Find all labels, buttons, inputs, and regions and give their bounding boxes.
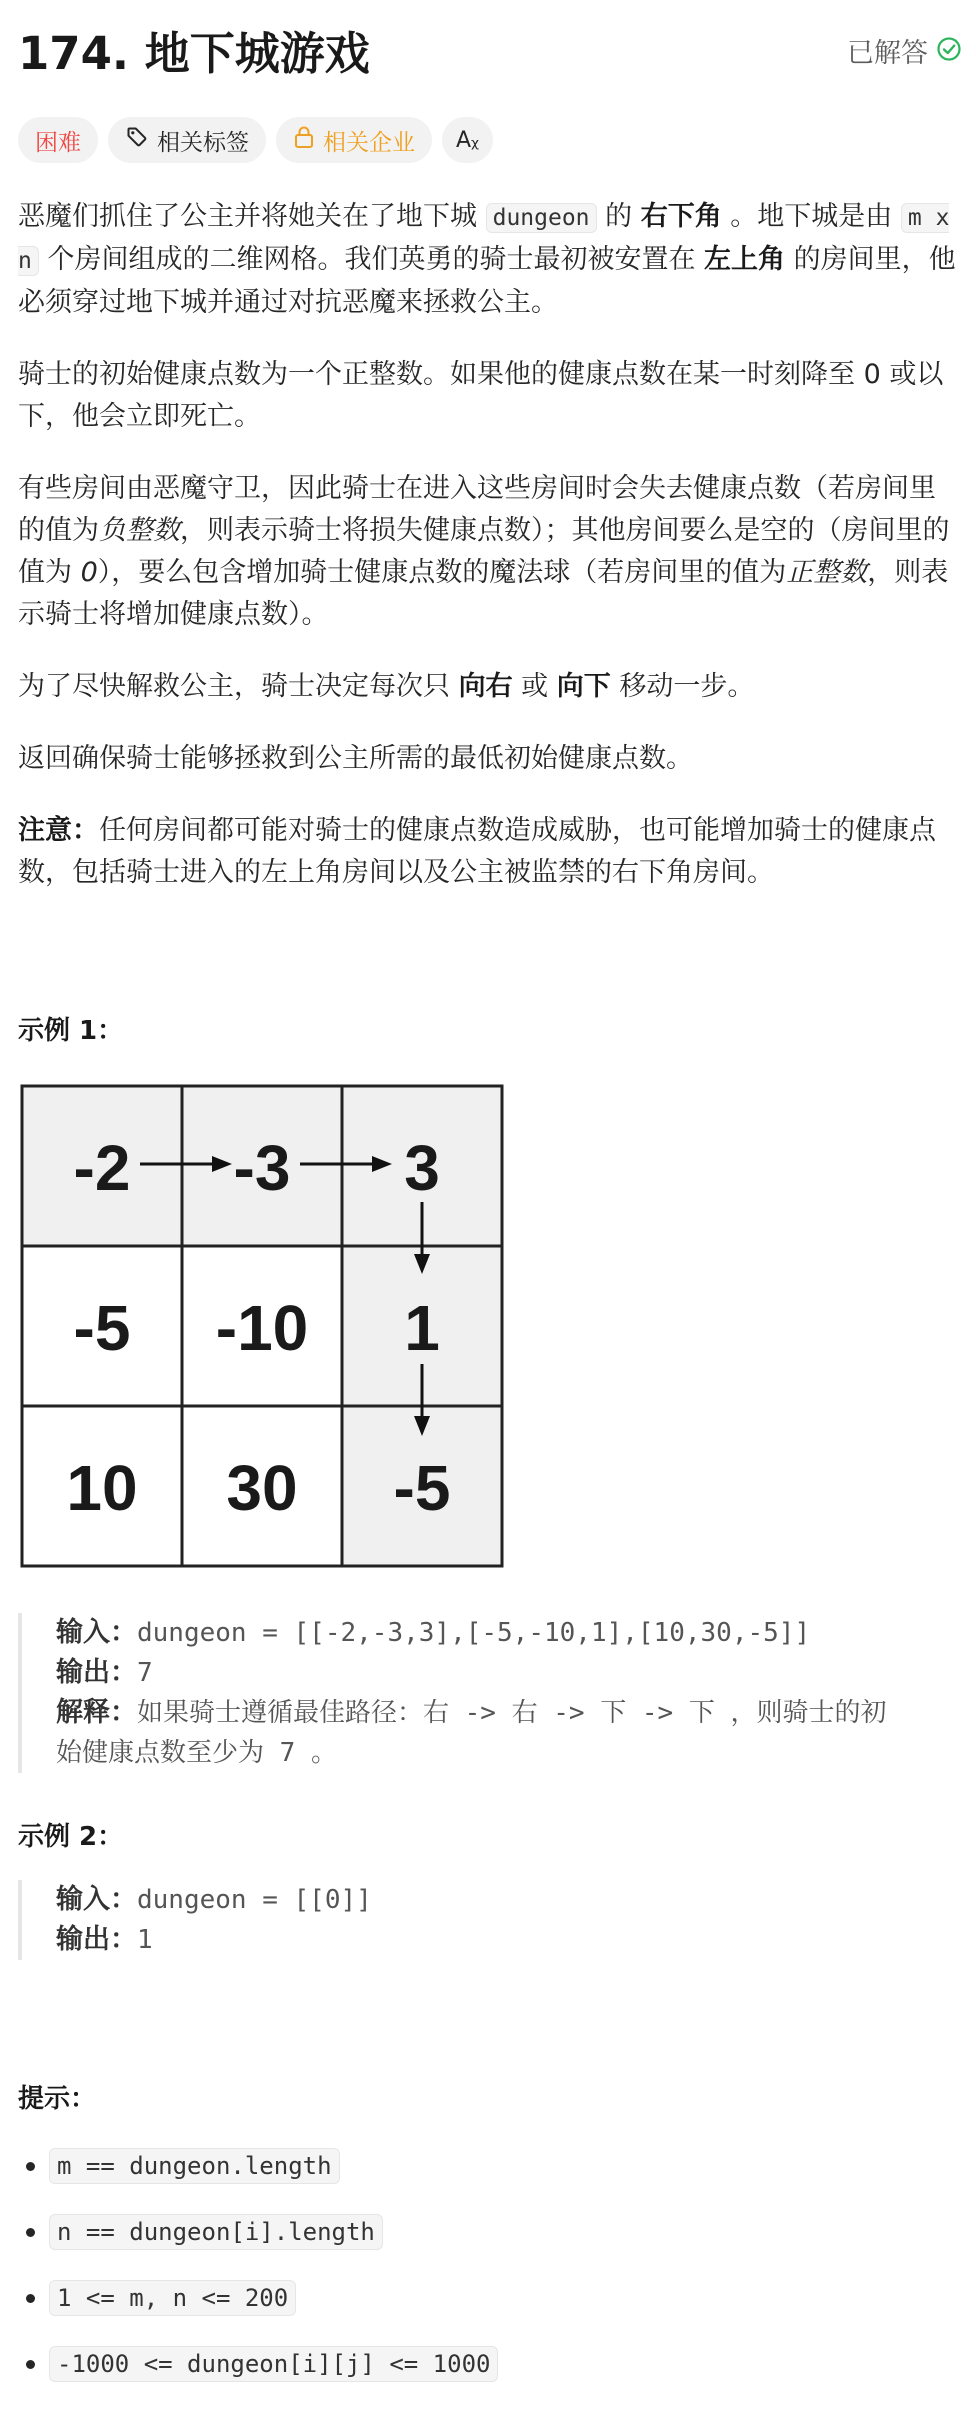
- constraint-item: m == dungeon.length: [18, 2148, 340, 2184]
- example-1-explain-1: 如果骑士遵循最佳路径：右 -> 右 -> 下 -> 下 ，则骑士的初: [137, 1698, 887, 1728]
- difficulty-tag[interactable]: [18, 117, 98, 163]
- constraint-item: -1000 <= dungeon[i][j] <= 1000: [18, 2346, 498, 2382]
- example-1-explain-line-2: [56, 1733, 956, 1773]
- constraint-item: 1 <= m, n <= 200: [18, 2280, 296, 2316]
- explain-label: 解释：: [56, 1697, 137, 1728]
- desc-paragraph-3: 有些房间由恶魔守卫，因此骑士在进入这些房间时会失去健康点数（若房间里的值为负整数，则表示骑士将损失健康点数）；其他房间要么是空的（房间里的值为 0），要么包含增加骑士健康点数的魔法球（若房间里的值为正整数，则表示骑士将增加健康点数）。: [18, 473, 950, 630]
- solved-label: 已解答: [847, 38, 928, 69]
- problem-header: [18, 22, 962, 86]
- example-2-input: dungeon = [[0]]: [137, 1885, 372, 1915]
- inline-code-dungeon: dungeon: [486, 203, 597, 233]
- example-2-title: 示例 2：: [18, 1822, 124, 1852]
- constraint-item: n == dungeon[i].length: [18, 2214, 383, 2250]
- topics-tag-button[interactable]: [108, 117, 266, 163]
- grid-cell-value: 30: [226, 1452, 298, 1524]
- example-1-output-line: [56, 1653, 956, 1693]
- example-1-input-line: [56, 1613, 956, 1653]
- input-label: 输入：: [56, 1884, 137, 1915]
- desc-paragraph-1: 恶魔们抓住了公主并将她关在了地下城 dungeon 的 右下角 。地下城是由 m x n 个房间组成的二维网格。我们英勇的骑士最初被安置在 左上角 的房间里，他必须穿过地下城并通过对抗恶魔来拯救公主。: [18, 201, 956, 318]
- desc-paragraph-5: 返回确保骑士能够拯救到公主所需的最低初始健康点数。: [18, 743, 693, 774]
- lock-icon: [293, 125, 315, 155]
- grid-cell-value: 3: [404, 1132, 440, 1204]
- translate-button[interactable]: [442, 117, 493, 163]
- companies-tag-button[interactable]: [276, 117, 432, 163]
- problem-title[interactable]: 174. 地下城游戏: [18, 27, 370, 80]
- example-2-output: 1: [137, 1925, 153, 1955]
- constraints-title: 提示：: [18, 2084, 97, 2114]
- output-label: 输出：: [56, 1924, 137, 1955]
- check-circle-icon: [936, 36, 962, 72]
- example-1-explain-2: 始健康点数至少为 7 。: [56, 1738, 337, 1768]
- tag-icon: [125, 125, 149, 155]
- dungeon-grid-image: [18, 1082, 506, 1570]
- desc-paragraph-2: 骑士的初始健康点数为一个正整数。如果他的健康点数在某一时刻降至 0 或以下，他会立即死亡。: [18, 359, 944, 432]
- example-1-explain-line: [56, 1693, 956, 1733]
- translate-icon: Aᵪ: [456, 127, 480, 153]
- example-2-output-line: [56, 1920, 956, 1960]
- example-2-io: [18, 1880, 956, 1960]
- example-1-title: 示例 1：: [18, 1016, 124, 1046]
- problem-description: [18, 196, 958, 924]
- output-label: 输出：: [56, 1657, 137, 1688]
- companies-label: 相关企业: [323, 129, 415, 156]
- grid-cell-value: -2: [73, 1132, 131, 1204]
- grid-cell-value: 1: [404, 1292, 440, 1364]
- grid-cell-value: -5: [393, 1452, 451, 1524]
- desc-paragraph-6: 注意：任何房间都可能对骑士的健康点数造成威胁，也可能增加骑士的健康点数，包括骑士进入的左上角房间以及公主被监禁的右下角房间。: [18, 815, 936, 888]
- tag-row: [18, 117, 493, 163]
- grid-cell-value: -10: [215, 1292, 309, 1364]
- example-2-input-line: [56, 1880, 956, 1920]
- solved-status: [847, 36, 962, 72]
- desc-paragraph-4: 为了尽快解救公主，骑士决定每次只 向右 或 向下 移动一步。: [18, 671, 755, 702]
- input-label: 输入：: [56, 1617, 137, 1648]
- grid-cell-value: -3: [233, 1132, 291, 1204]
- difficulty-label: 困难: [35, 129, 81, 156]
- inline-code-mxn: m x n: [18, 205, 950, 274]
- example-1-input: dungeon = [[-2,-3,3],[-5,-10,1],[10,30,-5]]: [137, 1618, 811, 1648]
- grid-cell-value: -5: [73, 1292, 131, 1364]
- example-1-output: 7: [137, 1658, 153, 1688]
- grid-cell-value: 10: [66, 1452, 138, 1524]
- topics-label: 相关标签: [157, 129, 249, 156]
- example-1-io: [18, 1613, 956, 1773]
